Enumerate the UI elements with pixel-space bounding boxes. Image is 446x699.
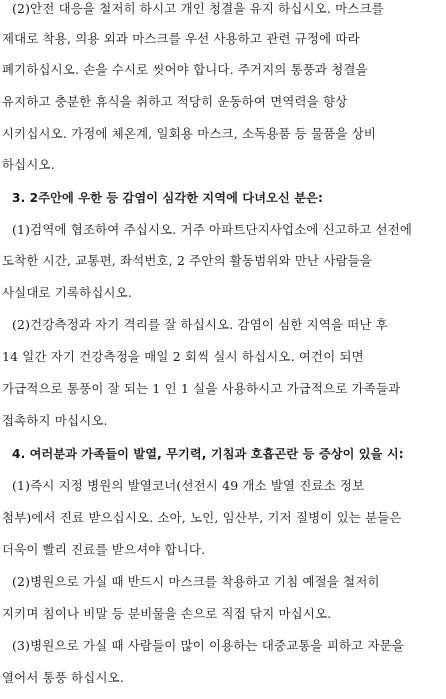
- text-line: (1)검역에 협조하여 주십시오. 거주 아파트단지사업소에 신고하고 선전에: [12, 222, 413, 237]
- text-line: 접촉하지 마십시오.: [2, 413, 108, 428]
- text-line: (2)안전 대응을 철저히 하시고 개인 청결을 유지 하십시오. 마스크를: [12, 1, 384, 16]
- text-line: (3)병원으로 가실 때 사람들이 많이 이용하는 대중교통을 피하고 자문을: [12, 638, 405, 653]
- text-line: 유지하고 충분한 휴식을 취하고 적당히 운동하여 면역력을 향상: [2, 94, 348, 109]
- text-line: 폐기하십시오. 손을 수시로 씻어야 합니다. 주거지의 통풍과 청결을: [2, 62, 368, 77]
- section-heading: 3. 2주안에 우한 등 감염이 심각한 지역에 다녀오신 분은:: [12, 191, 323, 205]
- section-heading: 4. 여러분과 가족들이 발열, 무기력, 기침과 호흡곤란 등 증상이 있을 시:: [12, 447, 404, 461]
- text-line: 사실대로 기록하십시오.: [2, 285, 132, 300]
- text-line: 열어서 통풍 하십시오.: [2, 670, 124, 685]
- text-line: (2)병원으로 가실 때 반드시 마스크를 착용하고 기침 예절을 철저히: [12, 574, 380, 589]
- text-line: 더욱이 빨리 진료를 받으셔야 합니다.: [2, 542, 206, 557]
- text-line: 14 일간 자기 건강측정을 매일 2 회씩 실시 하십시오. 여건이 되면: [2, 349, 364, 364]
- text-line: (1)즉시 지정 병원의 발열코너(선전시 49 개소 발열 진료소 정보: [12, 478, 365, 493]
- text-line: 가급적으로 통풍이 잘 되는 1 인 1 실을 사용하시고 가급적으로 가족들과: [2, 381, 401, 396]
- text-line: 첨부)에서 진료 받으십시오. 소아, 노인, 임산부, 기저 질병이 있는 분들은: [2, 510, 402, 525]
- text-line: 도착한 시간, 교통편, 좌석번호, 2 주안의 활동범위와 만난 사람들을: [2, 253, 373, 268]
- text-line: 지키며 침이나 비말 등 분비물을 손으로 직접 닦지 마십시오.: [2, 606, 332, 621]
- text-line: 시키십시오. 가정에 체온계, 일회용 마스크, 소독용품 등 물품을 상비: [2, 126, 377, 141]
- text-line: (2)건강측정과 자기 격리를 잘 하십시오. 감염이 심한 지역을 떠난 후: [12, 317, 388, 332]
- text-line: 하십시오.: [2, 157, 55, 172]
- text-line: 제대로 착용, 의용 외과 마스크를 우선 사용하고 관련 규정에 따라: [2, 31, 360, 46]
